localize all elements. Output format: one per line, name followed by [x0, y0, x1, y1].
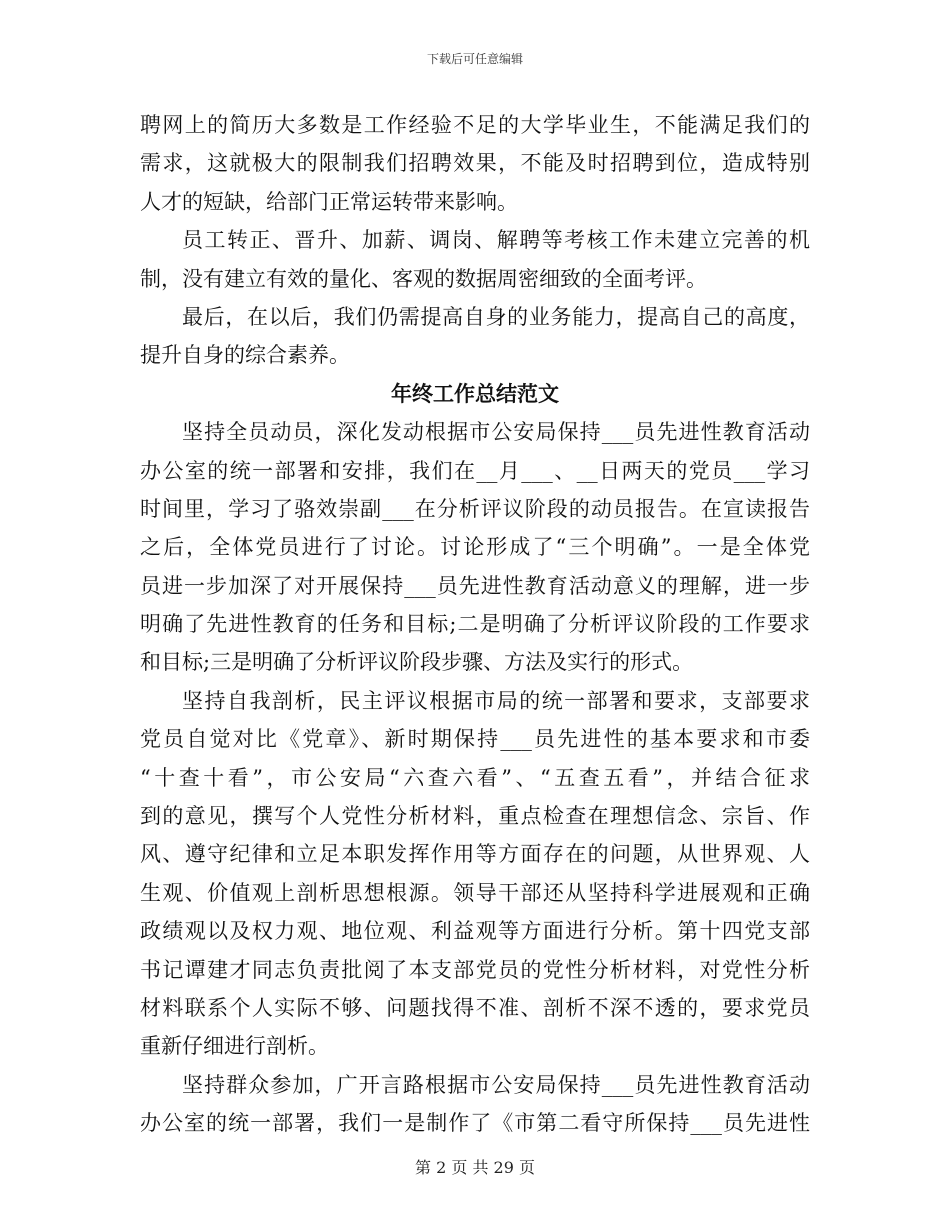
text-line: 办公室的统一部署和安排，我们在__月___、__日两天的党员___学习 — [140, 458, 810, 483]
text-line: 党员自觉对比《党章》、新时期保持___员先进性的基本要求和市委 — [140, 727, 810, 752]
paragraph — [140, 1066, 810, 1143]
text-line: 到的意见，撰写个人党性分析材料，重点检查在理想信念、宗旨、作 — [140, 804, 810, 829]
paragraph — [140, 298, 810, 375]
text-line: 之后，全体党员进行了讨论。讨论形成了“三个明确”。一是全体党 — [140, 535, 810, 560]
text-line: 员进一步加深了对开展保持___员先进性教育活动意义的理解，进一步 — [140, 573, 810, 598]
page-header-note: 下载后可任意编辑 — [426, 52, 523, 66]
text-line: 人才的短缺，给部门正常运转带来影响。 — [140, 189, 518, 214]
text-line: 最后，在以后，我们仍需提高自身的业务能力，提高自己的高度， — [182, 304, 810, 329]
text-line: 明确了先进性教育的任务和目标;二是明确了分析评议阶段的工作要求 — [140, 612, 810, 637]
text-line: 重新仔细进行剖析。 — [140, 1034, 329, 1059]
text-line: 风、遵守纪律和立足本职发挥作用等方面存在的问题，从世界观、人 — [140, 842, 810, 867]
text-line: 政绩观以及权力观、地位观、利益观等方面进行分析。第十四党支部 — [140, 919, 810, 944]
text-line: 生观、价值观上剖析思想根源。领导干部还从坚持科学进展观和正确 — [140, 880, 810, 905]
paragraph — [140, 106, 810, 221]
text-line: 材料联系个人实际不够、问题找得不准、剖析不深不透的，要求党员 — [140, 995, 810, 1020]
text-line: 坚持自我剖析，民主评议根据市局的统一部署和要求，支部要求 — [182, 688, 810, 713]
text-line: “十查十看”，市公安局“六查六看”、“五查五看”，并结合征求 — [140, 765, 810, 790]
text-line: 提升自身的综合素养。 — [140, 343, 350, 368]
section-title: 年终工作总结范文 — [391, 380, 559, 406]
text-line: 书记谭建才同志负责批阅了本支部党员的党性分析材料，对党性分析 — [140, 957, 810, 982]
text-line: 员工转正、晋升、加薪、调岗、解聘等考核工作未建立完善的机 — [182, 228, 810, 253]
text-line: 时间里，学习了骆效崇副___在分析评议阶段的动员报告。在宣读报告 — [140, 496, 810, 521]
text-line: 聘网上的简历大多数是工作经验不足的大学毕业生，不能满足我们的 — [140, 113, 810, 137]
text-line: 需求，这就极大的限制我们招聘效果，不能及时招聘到位，造成特别 — [140, 151, 810, 176]
text-line: 办公室的统一部署，我们一是制作了《市第二看守所保持___员先进性 — [140, 1111, 810, 1136]
text-line: 制，没有建立有效的量化、客观的数据周密细致的全面考评。 — [140, 266, 707, 291]
page-number: 第 2 页 共 29 页 — [415, 1158, 535, 1177]
text-line: 坚持群众参加，广开言路根据市公安局保持___员先进性教育活动 — [182, 1072, 810, 1097]
paragraph — [140, 221, 810, 298]
text-line: 和目标;三是明确了分析评议阶段步骤、方法及实行的形式。 — [140, 650, 694, 675]
paragraph — [140, 682, 810, 1066]
document-body — [140, 106, 810, 1143]
text-line: 坚持全员动员，深化发动根据市公安局保持___员先进性教育活动 — [182, 420, 810, 445]
paragraph — [140, 413, 810, 682]
